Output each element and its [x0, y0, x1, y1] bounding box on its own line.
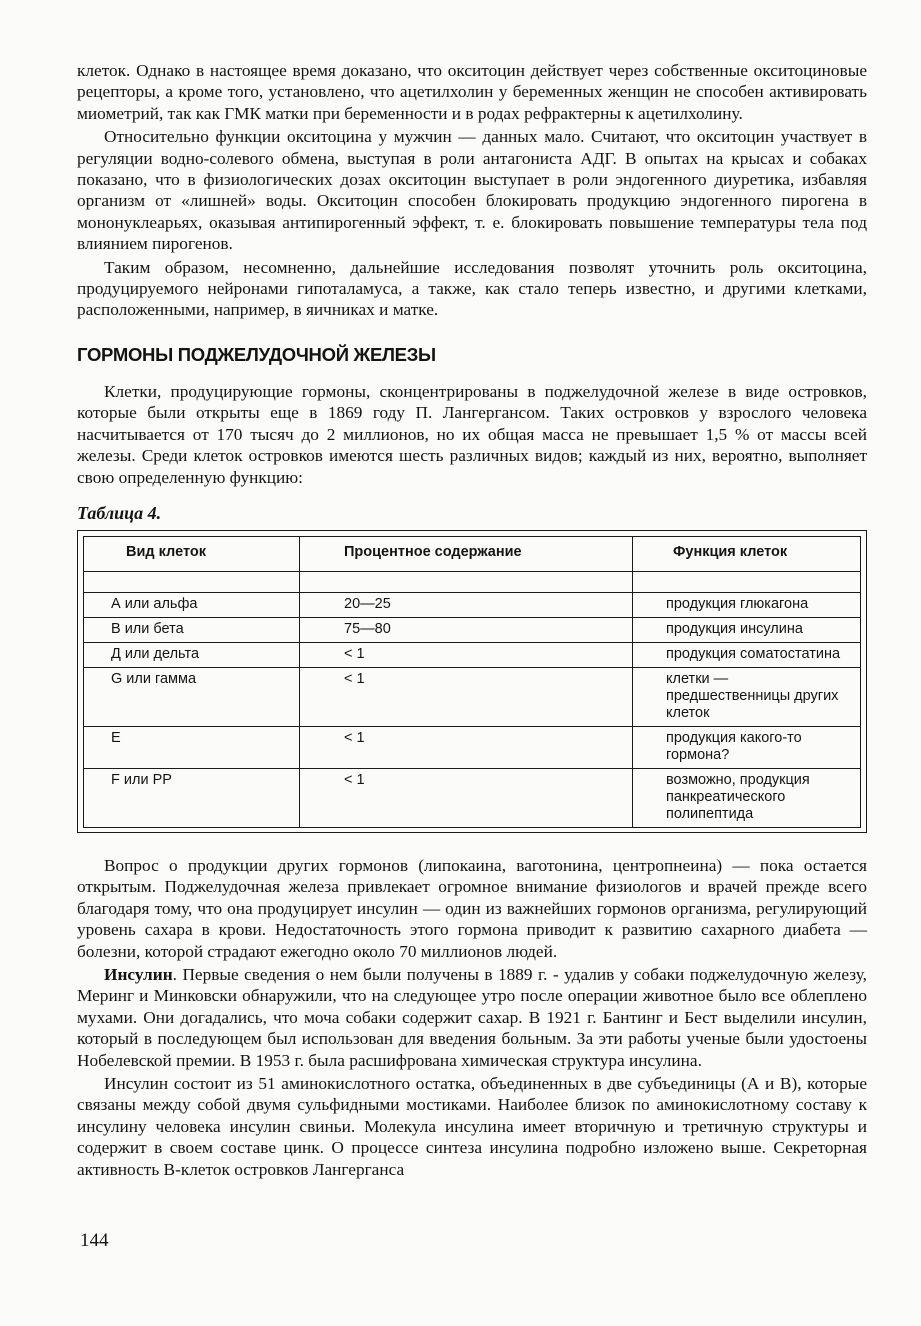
- cell-type: Д или дельта: [84, 642, 300, 667]
- header-percent: Процентное содержание: [300, 536, 633, 571]
- table-row: [84, 667, 861, 726]
- table-gap-row: [84, 571, 861, 592]
- paragraph-top-1: клеток. Однако в настоящее время доказано, что окситоцин действует через собственные окситоциновые рецепторы, а кроме того, установлено, что ацетилхолин у беременных женщин не способен активировать миометрий, так как ГМК матки при беременности и в родах рефрактерны к ацетилхолину.: [77, 61, 867, 123]
- paragraph-top-2: Относительно функции окситоцина у мужчин — данных мало. Считают, что окситоцин участвует в регуляции водно-солевого обмена, выступая в роли антагониста АДГ. В опытах на крысах и собаках показано, что в физиологических дозах окситоцин выступает в роли эндогенного диуретика, избавляя организм от «лишней» воды. Окситоцин способен блокировать продукцию эндогенного пирогена в мононуклеарьях, оказывая антипирогенный эффект, т. е. блокировать повышение температуры тела под влиянием пирогенов.: [77, 127, 867, 254]
- cell-percent: < 1: [300, 667, 633, 726]
- cell-percent: 20—25: [300, 592, 633, 617]
- paragraph-bottom-1: Вопрос о продукции других гормонов (липокаина, ваготонина, центропнеина) — пока остается открытым. Поджелудочная железа привлекает огромное внимание физиологов и врачей прежде всего благодаря тому, что она продуцирует инсулин — один из важнейших гормонов организма, регулирующий уровень сахара в крови. Недостаточность этого гормона приводит к развитию сахарного диабета — болезни, которой страдают ежегодно около 70 миллионов людей.: [77, 855, 867, 961]
- cell-percent: < 1: [300, 642, 633, 667]
- paragraph-lead: Инсулин: [104, 964, 173, 984]
- page-number: 144: [80, 1230, 109, 1251]
- table-caption: Таблица 4.: [77, 502, 162, 523]
- header-function: Функция клеток: [633, 536, 861, 571]
- section-heading: ГОРМОНЫ ПОДЖЕЛУДОЧНОЙ ЖЕЛЕЗЫ: [77, 343, 436, 365]
- cell-function: возможно, продукция панкреатического полипептида: [633, 768, 861, 827]
- cell-function: клетки — предшественницы других клеток: [633, 667, 861, 726]
- table-header-row: [84, 536, 861, 571]
- cell-percent: < 1: [300, 726, 633, 768]
- cell-type: E: [84, 726, 300, 768]
- intro-paragraph: Клетки, продуцирующие гормоны, сконцентрированы в поджелудочной железе в виде островков, которые были открыты еще в 1869 году П. Лангергансом. Таких островков у взрослого человека насчитывается от 170 тысяч до 2 миллионов, но их общая масса не превышает 1,5 % от массы всей железы. Среди клеток островков имеются шесть различных видов; каждый из них, вероятно, выполняет свою определенную функцию:: [77, 381, 867, 487]
- paragraph-text: . Первые сведения о нем были получены в 1889 г. - удалив у собаки поджелудочную железу, Меринг и Минковски обнаружили, что на следующее утро после операции животное было все облеплено мухами. Они догадались, что моча собаки содержит сахар. В 1921 г. Бантинг и Бест выделили инсулин, который в последующем был использован для введения больным. За эти работы ученые были удостоены Нобелевской премии. В 1953 г. была расшифрована химическая структура инсулина.: [77, 964, 867, 1070]
- cell-function: продукция какого-то гормона?: [633, 726, 861, 768]
- paragraph-bottom-2: [77, 964, 867, 1071]
- cell-function: продукция соматостатина: [633, 642, 861, 667]
- cell-type: А или альфа: [84, 592, 300, 617]
- page-body: [77, 60, 867, 1180]
- cell-function: продукция глюкагона: [633, 592, 861, 617]
- table-row: [84, 768, 861, 827]
- cell-type: F или PP: [84, 768, 300, 827]
- cell-types-table: [83, 536, 861, 828]
- table-frame: [77, 530, 867, 833]
- paragraph-bottom-3: Инсулин состоит из 51 аминокислотного остатка, объединенных в две субъединицы (А и В), которые связаны между собой двумя сульфидными мостиками. Наиболее близок по аминокислотному составу к инсулину человека инсулин свиньи. Молекула инсулина имеет вторичную и третичную структуры и содержит в своем составе цинк. О процессе синтеза инсулина подробно изложено выше. Секреторная активность В-клеток островков Лангерганса: [77, 1073, 867, 1179]
- table-row: [84, 617, 861, 642]
- table-row: [84, 642, 861, 667]
- cell-type: В или бета: [84, 617, 300, 642]
- header-cell-type: Вид клеток: [84, 536, 300, 571]
- cell-percent: < 1: [300, 768, 633, 827]
- cell-type: G или гамма: [84, 667, 300, 726]
- paragraph-top-3: Таким образом, несомненно, дальнейшие исследования позволят уточнить роль окситоцина, продуцируемого нейронами гипоталамуса, а также, как стало теперь известно, и другими клетками, расположенными, например, в яичниках и матке.: [77, 257, 867, 320]
- cell-function: продукция инсулина: [633, 617, 861, 642]
- table-row: [84, 592, 861, 617]
- table-row: [84, 726, 861, 768]
- cell-percent: 75—80: [300, 617, 633, 642]
